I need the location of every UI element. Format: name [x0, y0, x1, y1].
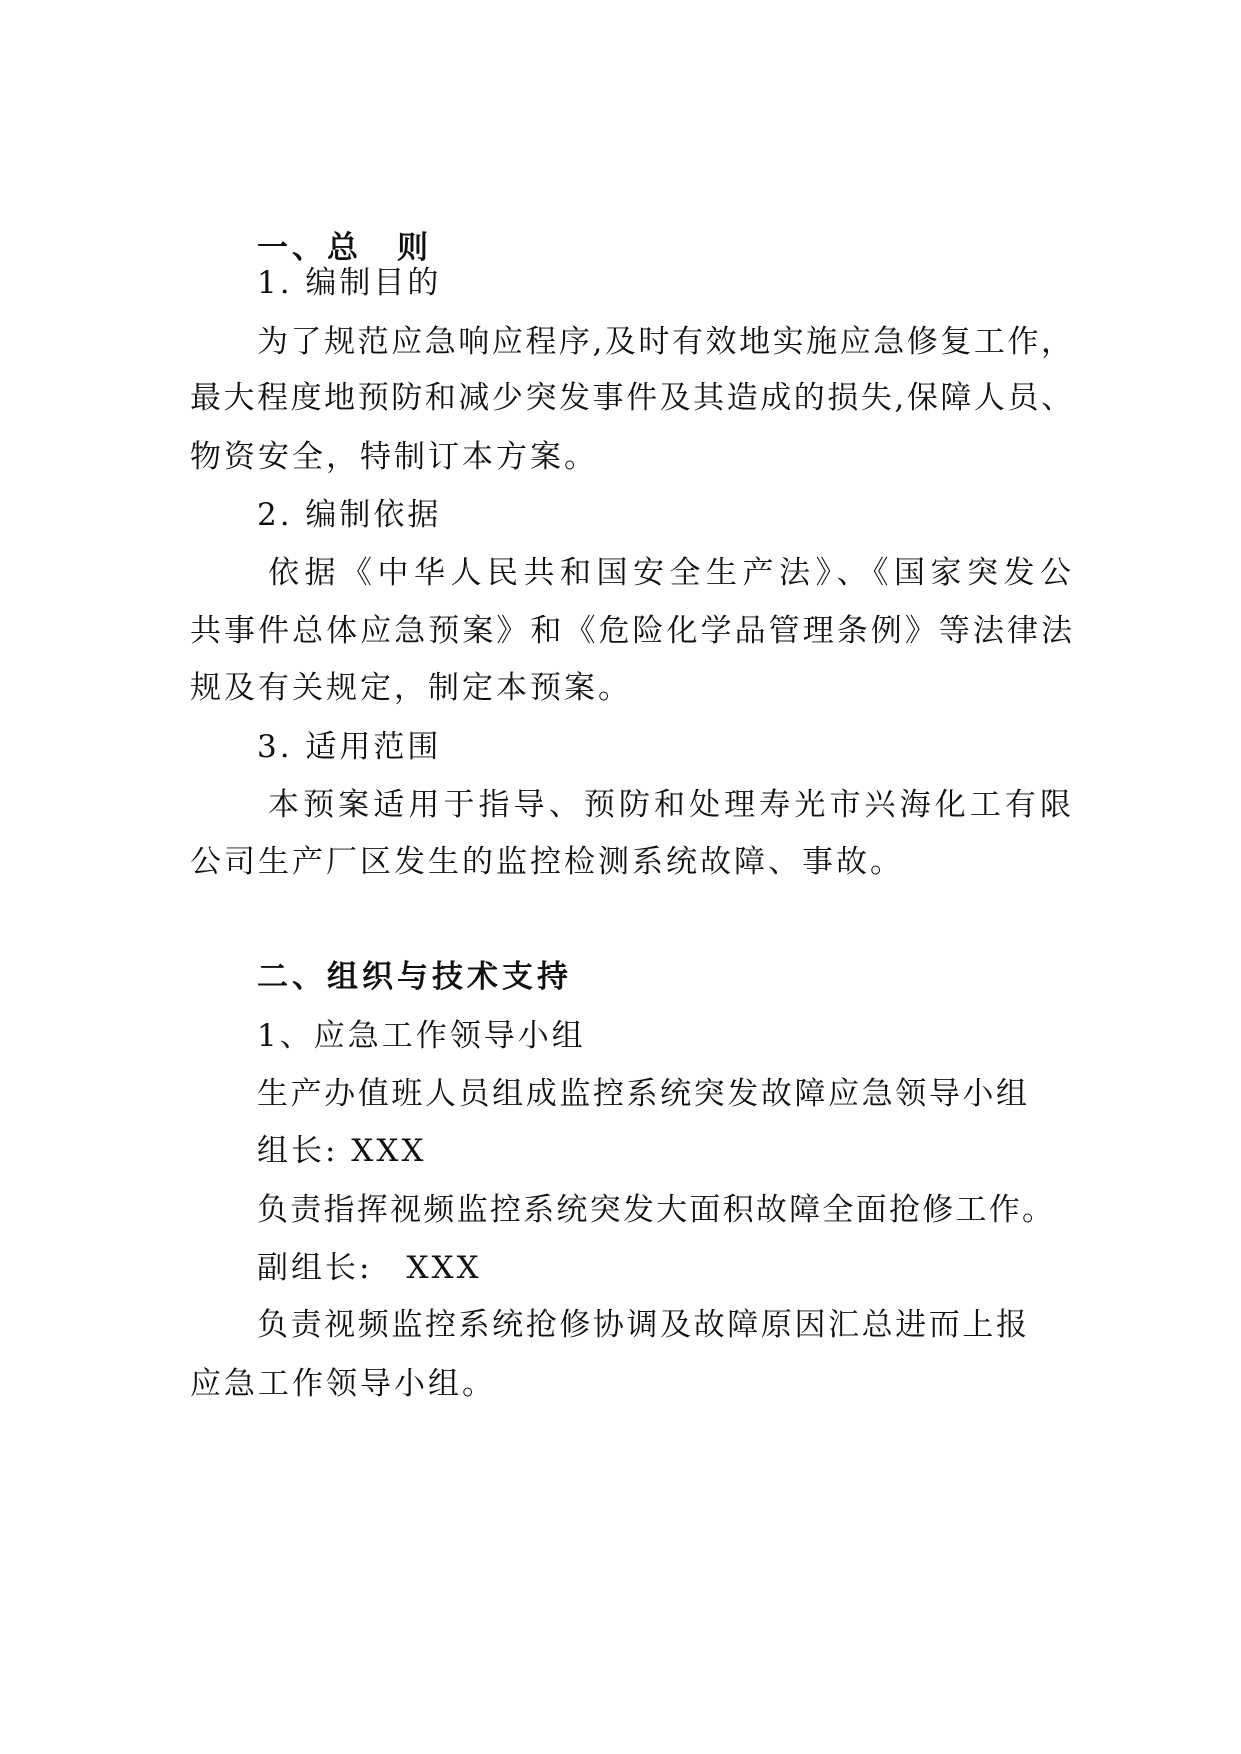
paragraph-line: 最大程度地预防和减少突发事件及其造成的损失,保障人员、 — [190, 380, 1072, 416]
item-title-scope: 3. 适用范围 — [257, 729, 442, 765]
paragraph-line: 为了规范应急响应程序,及时有效地实施应急修复工作， — [257, 324, 1072, 360]
paragraph-line: 依据《中华人民共和国安全生产法》、《国家突发公 — [268, 555, 1071, 591]
paragraph-line: 物资安全，特制订本方案。 — [190, 439, 598, 475]
item-title-basis: 2. 编制依据 — [257, 497, 442, 533]
paragraph-line: 本预案适用于指导、预防和处理寿光市兴海化工有限 — [268, 787, 1071, 823]
item-title-purpose: 1. 编制目的 — [257, 265, 442, 301]
paragraph-line: 规及有关规定，制定本预案。 — [190, 670, 632, 706]
paragraph-line: 公司生产厂区发生的监控检测系统故障、事故。 — [190, 844, 904, 880]
paragraph-line: 负责视频监控系统抢修协调及故障原因汇总进而上报 — [257, 1307, 1027, 1343]
deputy-leader-line: 副组长: XXX — [257, 1250, 482, 1286]
item-title-leadership-group: 1、应急工作领导小组 — [257, 1018, 586, 1054]
paragraph-line: 负责指挥视频监控系统突发大面积故障全面抢修工作。 — [257, 1192, 1053, 1228]
paragraph-line: 应急工作领导小组。 — [190, 1366, 496, 1402]
paragraph-line: 共事件总体应急预案》和《危险化学品管理条例》等法律法 — [190, 613, 1072, 649]
section-heading-general: 一、总 则 — [257, 230, 432, 266]
section-heading-organization: 二、组织与技术支持 — [257, 959, 572, 995]
paragraph-line: 生产办值班人员组成监控系统突发故障应急领导小组 — [257, 1076, 1027, 1112]
leader-line: 组长: XXX — [257, 1133, 427, 1169]
